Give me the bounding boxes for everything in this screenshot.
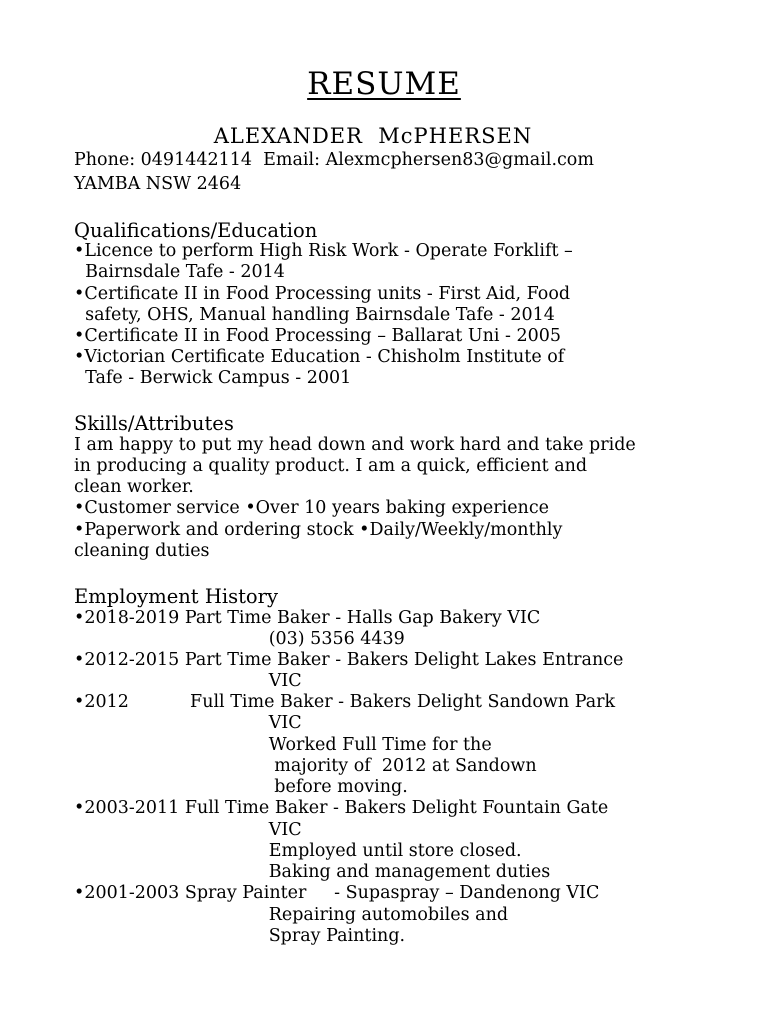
skills-line: in producing a quality product. I am a quick, efficient and: [74, 456, 588, 476]
employment-line: VIC: [74, 713, 302, 733]
qualification-line: •Certificate II in Food Processing units - First Aid, Food: [74, 284, 571, 304]
employment-line: Employed until store closed.: [74, 841, 522, 861]
employment-line: Baking and management duties: [74, 862, 551, 882]
skills-line: clean worker.: [74, 477, 194, 497]
employment-line: VIC: [74, 820, 302, 840]
employment-line: majority of 2012 at Sandown: [74, 756, 537, 776]
qualification-line: •Licence to perform High Risk Work - Operate Forklift –: [74, 241, 573, 261]
qualification-line: •Victorian Certificate Education - Chisholm Institute of: [74, 347, 565, 367]
employment-line: Repairing automobiles and: [74, 905, 509, 925]
address-line: YAMBA NSW 2464: [74, 174, 242, 194]
employment-line: •2018-2019 Part Time Baker - Halls Gap Bakery VIC: [74, 608, 541, 628]
qualification-line: Bairnsdale Tafe - 2014: [74, 262, 285, 282]
employment-line: Worked Full Time for the: [74, 735, 492, 755]
employment-heading: Employment History: [74, 585, 278, 608]
employment-line: VIC: [74, 671, 302, 691]
contact-line: Phone: 0491442114 Email: Alexmcphersen83@gmail.com: [74, 150, 594, 170]
qualification-line: •Certificate II in Food Processing – Ballarat Uni - 2005: [74, 326, 562, 346]
qualifications-heading: Qualifications/Education: [74, 219, 318, 242]
skills-line: cleaning duties: [74, 541, 210, 561]
qualification-line: Tafe - Berwick Campus - 2001: [74, 368, 352, 388]
employment-line: •2012-2015 Part Time Baker - Bakers Delight Lakes Entrance: [74, 650, 624, 670]
skills-line: •Paperwork and ordering stock •Daily/Weekly/monthly: [74, 520, 563, 540]
skills-heading: Skills/Attributes: [74, 412, 234, 435]
qualification-line: safety, OHS, Manual handling Bairnsdale Tafe - 2014: [74, 305, 555, 325]
employment-line: •2012 Full Time Baker - Bakers Delight Sandown Park: [74, 692, 616, 712]
resume-title: RESUME: [307, 66, 461, 102]
candidate-name: ALEXANDER McPHERSEN: [213, 124, 533, 148]
employment-line: before moving.: [74, 777, 408, 797]
skills-line: I am happy to put my head down and work hard and take pride: [74, 435, 636, 455]
skills-line: •Customer service •Over 10 years baking experience: [74, 498, 549, 518]
employment-line: •2003-2011 Full Time Baker - Bakers Delight Fountain Gate: [74, 798, 609, 818]
employment-line: Spray Painting.: [74, 926, 406, 946]
employment-line: (03) 5356 4439: [74, 629, 405, 649]
employment-line: •2001-2003 Spray Painter - Supaspray – Dandenong VIC: [74, 883, 600, 903]
